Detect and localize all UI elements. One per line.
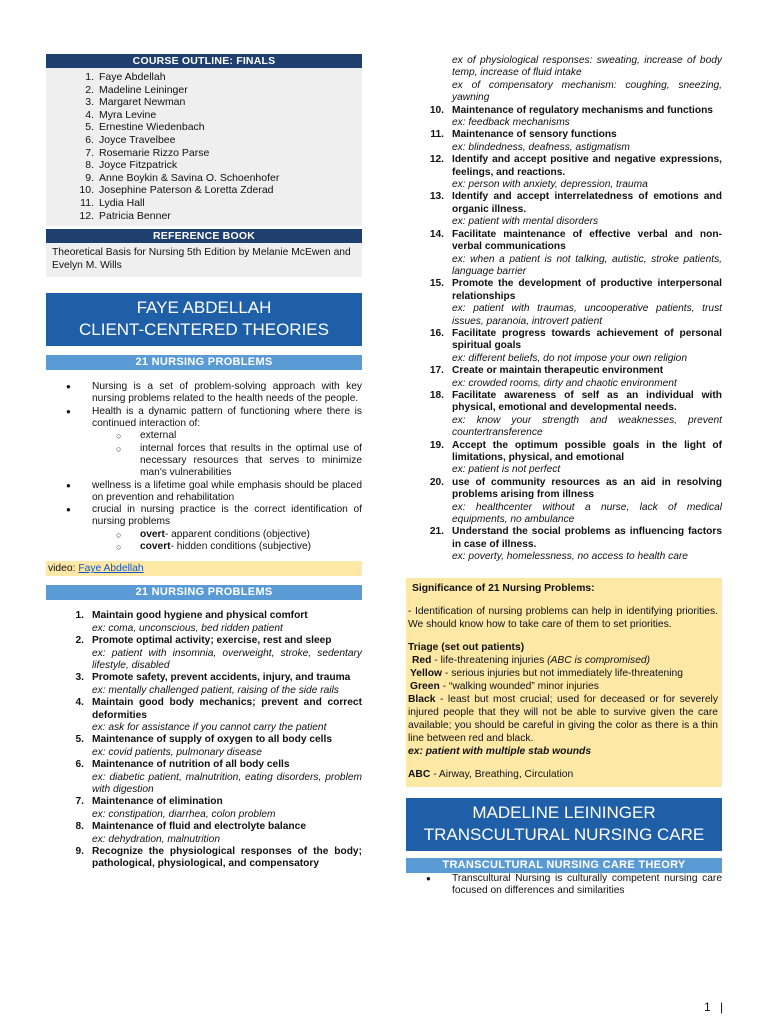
course-outline-item <box>46 84 362 97</box>
leininger-title-line1: MADELINE LEININGER <box>472 802 656 822</box>
nursing-problems-header-2: 21 NURSING PROBLEMS <box>46 585 362 600</box>
nursing-problem-example: ex: healthcenter without a nurse, lack of medical equipments, no ambulance <box>452 501 722 526</box>
triage-yellow <box>408 667 718 680</box>
nursing-problem-number: 15. <box>429 278 444 290</box>
nursing-problem-number: 9. <box>75 846 84 857</box>
course-outline-item-label: Myra Levine <box>99 108 157 121</box>
course-outline-item-label: Faye Abdellah <box>99 71 166 83</box>
triage-red-label: Red <box>412 654 432 666</box>
bullet-health-text: Health is a dynamic pattern of functioning where there is continued interaction of: <box>92 405 362 430</box>
nursing-problem-number: 12. <box>429 154 444 166</box>
nursing-problem-title: Maintain good hygiene and physical comfort <box>92 610 308 622</box>
nursing-problem-number: 19. <box>429 439 444 451</box>
bullet-transcultural-definition: ● Transcultural Nursing is culturally competent nursing care focused on differences and similarities <box>406 873 722 898</box>
triage-green <box>408 680 718 693</box>
nursing-problem-item <box>406 129 722 154</box>
nursing-problems-list-left <box>46 610 362 871</box>
transcultural-theory-header: TRANSCULTURAL NURSING CARE THEORY <box>406 858 722 873</box>
abc-definition <box>408 768 718 781</box>
triage-black-label: Black <box>408 693 436 705</box>
nursing-problem-number: 7. <box>75 796 84 808</box>
nursing-problem-item <box>46 734 362 759</box>
sub-external: ○ external <box>92 430 362 442</box>
nursing-problem-example: ex: feedback mechanisms <box>452 117 570 129</box>
overt-def: - apparent conditions (objective) <box>164 528 310 540</box>
course-outline-item-number: 10. <box>79 184 94 197</box>
nursing-problem-example: ex: mentally challenged patient, raising of the side rails <box>92 684 339 696</box>
course-outline-item <box>46 197 362 210</box>
sub-internal-forces: ○ internal forces that results in the optimal use of necessary resources that serves to minimize man's vulnerabilities <box>92 443 362 480</box>
nursing-problem-title: Promote safety, prevent accidents, injury, and trauma <box>92 672 351 684</box>
course-outline-item-label: Joyce Fitzpatrick <box>99 159 178 172</box>
nursing-problem-number: 6. <box>75 759 84 771</box>
nursing-problem-title: Maintenance of nutrition of all body cells <box>92 759 290 771</box>
nursing-problem-item <box>406 229 722 279</box>
course-outline-item <box>46 184 362 197</box>
nursing-problem-title: Identify and accept interrelatedness of emotions and organic illness. <box>452 191 722 215</box>
nursing-problem-title: Maintenance of regulatory mechanisms and functions <box>452 104 713 116</box>
bullet-crucial <box>46 504 362 553</box>
nursing-problem-item <box>46 610 362 635</box>
nursing-problem-title: Facilitate awareness of self as an individual with physical, emotional and developmental needs. <box>452 389 722 414</box>
course-outline-item-label: Lydia Hall <box>99 196 145 209</box>
course-outline-item-label: Patricia Benner <box>99 209 171 222</box>
nursing-problem-item <box>406 526 722 563</box>
nursing-problem-item <box>46 759 362 796</box>
triage-green-label: Green <box>410 680 440 692</box>
course-outline-item <box>46 96 362 109</box>
nursing-problem-number: 8. <box>75 821 84 833</box>
nursing-problem-title: Maintenance of fluid and electrolyte balance <box>92 821 306 833</box>
course-outline-item <box>46 134 362 147</box>
nursing-problem-example: ex: know your strength and weaknesses, prevent countertransference <box>452 414 722 439</box>
nursing-problem-item <box>46 796 362 821</box>
nursing-problem-example: ex: patient is not perfect <box>452 464 561 476</box>
nursing-problem-example: ex: coma, unconscious, bed ridden patient <box>92 622 283 634</box>
triage-title: Triage (set out patients) <box>408 641 525 653</box>
nursing-problem-example: ex: poverty, homelessness, no access to health care <box>452 551 688 563</box>
video-link[interactable]: Faye Abdellah <box>78 563 144 575</box>
course-outline-item-number: 6. <box>85 133 94 146</box>
course-outline-header: COURSE OUTLINE: FINALS <box>46 54 362 68</box>
triage-red-note: (ABC is compromised) <box>547 654 651 666</box>
course-outline-item-label: Margaret Newman <box>99 96 186 109</box>
nursing-problem-title: Maintenance of supply of oxygen to all body cells <box>92 734 333 746</box>
abdellah-title <box>46 293 362 346</box>
nursing-problem-example: ex: patient with insomnia, overweight, stroke, sedentary lifestyle, disabled <box>92 647 362 671</box>
compensatory-mechanism-example: ex of compensatory mechanism: coughing, sneezing, yawning <box>452 79 722 104</box>
nursing-problem-example: ex: when a patient is not talking, autistic, stroke patients, language barrier <box>452 253 722 277</box>
course-outline-item-number: 5. <box>85 121 94 134</box>
course-outline-item-number: 4. <box>85 108 94 121</box>
nursing-problem-item <box>46 821 362 846</box>
course-outline-item <box>46 210 362 223</box>
nursing-problem-number: 4. <box>75 697 84 709</box>
nursing-problem-item <box>406 191 722 228</box>
nursing-problem-number: 3. <box>75 672 84 684</box>
course-outline-item-number: 1. <box>85 71 94 83</box>
bullet-wellness: ● wellness is a lifetime goal while emphasis should be placed on prevention and rehabilitation <box>46 480 362 505</box>
nursing-problem-number: 1. <box>75 610 84 622</box>
course-outline-item-number: 3. <box>85 96 94 109</box>
nursing-problem-item <box>46 672 362 697</box>
course-outline-item-label: Josephine Paterson & Loretta Zderad <box>99 184 274 197</box>
nursing-problem-item <box>406 154 722 191</box>
nursing-problem-example: ex: crowded rooms, dirty and chaotic environment <box>452 377 677 389</box>
nursing-problem-number: 11. <box>430 129 444 141</box>
nursing-problem-example: ex: person with anxiety, depression, trauma <box>452 179 648 191</box>
course-outline-item <box>46 172 362 185</box>
course-outline-item-label: Rosemarie Rizzo Parse <box>99 146 210 159</box>
nursing-problem-item <box>46 635 362 672</box>
course-outline-item-number: 9. <box>85 171 94 184</box>
nursing-problem-number: 2. <box>75 635 84 647</box>
reference-book-text: Theoretical Basis for Nursing 5th Edition by Melanie McEwen and Evelyn M. Wills <box>52 247 351 272</box>
nursing-problem-item <box>46 846 362 871</box>
nursing-problem-item <box>406 328 722 365</box>
nursing-problems-header: 21 NURSING PROBLEMS <box>46 355 362 370</box>
significance-box <box>406 578 722 787</box>
nursing-problem-item <box>406 278 722 328</box>
leininger-title <box>406 798 722 851</box>
video-row <box>46 561 362 576</box>
course-outline-item-label: Joyce Travelbee <box>99 133 176 146</box>
nursing-problems-list-right <box>406 105 722 564</box>
nursing-problem-example: ex: ask for assistance if you cannot carry the patient <box>92 721 327 733</box>
nursing-problem-number: 10. <box>429 104 444 116</box>
course-outline-list <box>46 68 362 226</box>
reference-book-header: REFERENCE BOOK <box>46 229 362 243</box>
sub-overt <box>92 529 362 541</box>
nursing-problem-title: Create or maintain therapeutic environment <box>452 365 664 377</box>
triage-yellow-label: Yellow <box>410 667 443 679</box>
covert-def: - hidden conditions (subjective) <box>170 540 312 552</box>
triage-red-text: - life-threatening injuries <box>434 654 545 666</box>
health-sub-list <box>92 430 362 479</box>
nursing-problem-title: Recognize the physiological responses of the body; pathological, physiological, and compensatory <box>92 846 362 870</box>
course-outline-item <box>46 109 362 122</box>
course-outline-item-label: Anne Boykin & Savina O. Schoenhofer <box>99 171 280 184</box>
nursing-problem-title: Promote the development of productive interpersonal relationships <box>452 278 722 302</box>
triage-green-text: - “walking wounded” minor injuries <box>442 680 599 692</box>
nursing-problem-number: 20. <box>429 476 444 488</box>
nursing-problem-example: ex: diabetic patient, malnutrition, eating disorders, problem with digestion <box>92 771 362 795</box>
nursing-problem-item <box>406 477 722 527</box>
nursing-problem-title: Understand the social problems as influencing factors in case of illness. <box>452 526 722 550</box>
triage-black-text: - least but most crucial; used for deceased or for severely injured people that they will not be able to survive given the care available; you should be careful in giving the color as there is a thin line between red and black. <box>408 693 718 744</box>
sub-covert <box>92 541 362 553</box>
course-outline-item-label: Ernestine Wiedenbach <box>99 121 205 134</box>
video-label: video: <box>48 563 76 575</box>
nursing-problem-title: Accept the optimum possible goals in the light of limitations, physical, and emotional <box>452 439 722 463</box>
nursing-problem-title: Promote optimal activity; exercise, rest and sleep <box>92 635 332 647</box>
course-outline-item <box>46 71 362 84</box>
nursing-problem-example: ex: dehydration, malnutrition <box>92 833 220 845</box>
nursing-problem-title: Maintenance of elimination <box>92 796 223 808</box>
course-outline-item-number: 11. <box>80 196 94 209</box>
course-outline-item-number: 12. <box>79 209 94 222</box>
nursing-problem-title: Maintain good body mechanics; prevent and correct deformities <box>92 697 362 721</box>
covert-term: covert <box>140 540 171 552</box>
abdellah-title-line1: FAYE ABDELLAH <box>136 298 272 318</box>
physiological-responses-example: ex of physiological responses: sweating, increase of body temp, increase of fluid intake <box>452 55 722 79</box>
course-outline-item <box>46 159 362 172</box>
left-column <box>46 0 362 871</box>
triage-yellow-text: - serious injuries but not immediately life-threatening <box>444 667 684 679</box>
nursing-problem-number: 14. <box>429 228 444 240</box>
nursing-problem-item <box>406 390 722 440</box>
triage-black-example: ex: patient with multiple stab wounds <box>408 745 592 757</box>
nursing-problem-number: 18. <box>429 389 444 401</box>
significance-paragraph: - Identification of nursing problems can help in identifying priorities. We should know how to take care of them to set priorities. <box>408 605 718 630</box>
abdellah-title-line2: CLIENT-CENTERED THEORIES <box>78 320 329 340</box>
course-outline-item-number: 7. <box>85 146 94 159</box>
triage-black <box>408 693 718 745</box>
nursing-problem-number: 21. <box>429 526 444 538</box>
nursing-problem-title: Maintenance of sensory functions <box>452 129 617 141</box>
nursing-problem-example: ex: constipation, diarrhea, colon problem <box>92 808 276 820</box>
bullet-health-definition <box>46 406 362 480</box>
course-outline-box <box>46 68 362 277</box>
nursing-problem-item <box>406 105 722 130</box>
significance-title: Significance of 21 Nursing Problems: <box>412 582 595 594</box>
course-outline-item-label: Madeline Leininger <box>99 83 188 96</box>
right-column <box>406 0 722 897</box>
triage-red <box>408 654 718 667</box>
overt-term: overt <box>140 528 165 540</box>
nursing-problem-title: use of community resources as an aid in resolving problems arising from illness <box>452 476 722 501</box>
bullet-nursing-definition: ● Nursing is a set of problem-solving approach with key nursing problems related to the health needs of the people. <box>46 381 362 406</box>
nursing-problem-example: ex: different beliefs, do not impose your own religion <box>452 352 688 364</box>
nursing-problem-item <box>46 697 362 734</box>
nursing-problem-title: Identify and accept positive and negative expressions, feelings, and reactions. <box>452 154 722 178</box>
nursing-problem-example: ex: blindedness, deafness, astigmatism <box>452 141 630 153</box>
nursing-problem-item <box>406 440 722 477</box>
nursing-problem-title: Facilitate maintenance of effective verbal and non-verbal communications <box>452 228 722 253</box>
page-number: 1 | <box>704 1000 727 1014</box>
nursing-problem-number: 16. <box>429 327 444 339</box>
nursing-problem-item <box>406 365 722 390</box>
nursing-problem-example: ex: covid patients, pulmonary disease <box>92 746 262 758</box>
nursing-problem-number: 17. <box>429 365 444 377</box>
course-outline-item <box>46 147 362 160</box>
leininger-bullets <box>406 873 722 898</box>
leininger-title-line2: TRANSCULTURAL NURSING CARE <box>423 824 705 844</box>
abc-text: - Airway, Breathing, Circulation <box>433 768 574 780</box>
course-outline-item-number: 2. <box>85 83 94 96</box>
nursing-problem-example: ex: patient with traumas, uncooperative patients, trust issues, paranoia, introvert patient <box>452 303 722 327</box>
course-outline-item-number: 8. <box>85 159 94 172</box>
nursing-problem-number: 5. <box>75 734 84 746</box>
abc-label: ABC <box>408 768 431 780</box>
course-outline-item <box>46 121 362 134</box>
abdellah-bullets <box>46 381 362 553</box>
bullet-crucial-text: crucial in nursing practice is the correct identification of nursing problems <box>92 504 362 528</box>
nursing-problem-example: ex: patient with mental disorders <box>452 216 599 228</box>
nursing-problem-title: Facilitate progress towards achievement of personal spiritual goals <box>452 327 722 352</box>
overt-covert-list <box>92 529 362 554</box>
nursing-problem-number: 13. <box>429 191 444 203</box>
